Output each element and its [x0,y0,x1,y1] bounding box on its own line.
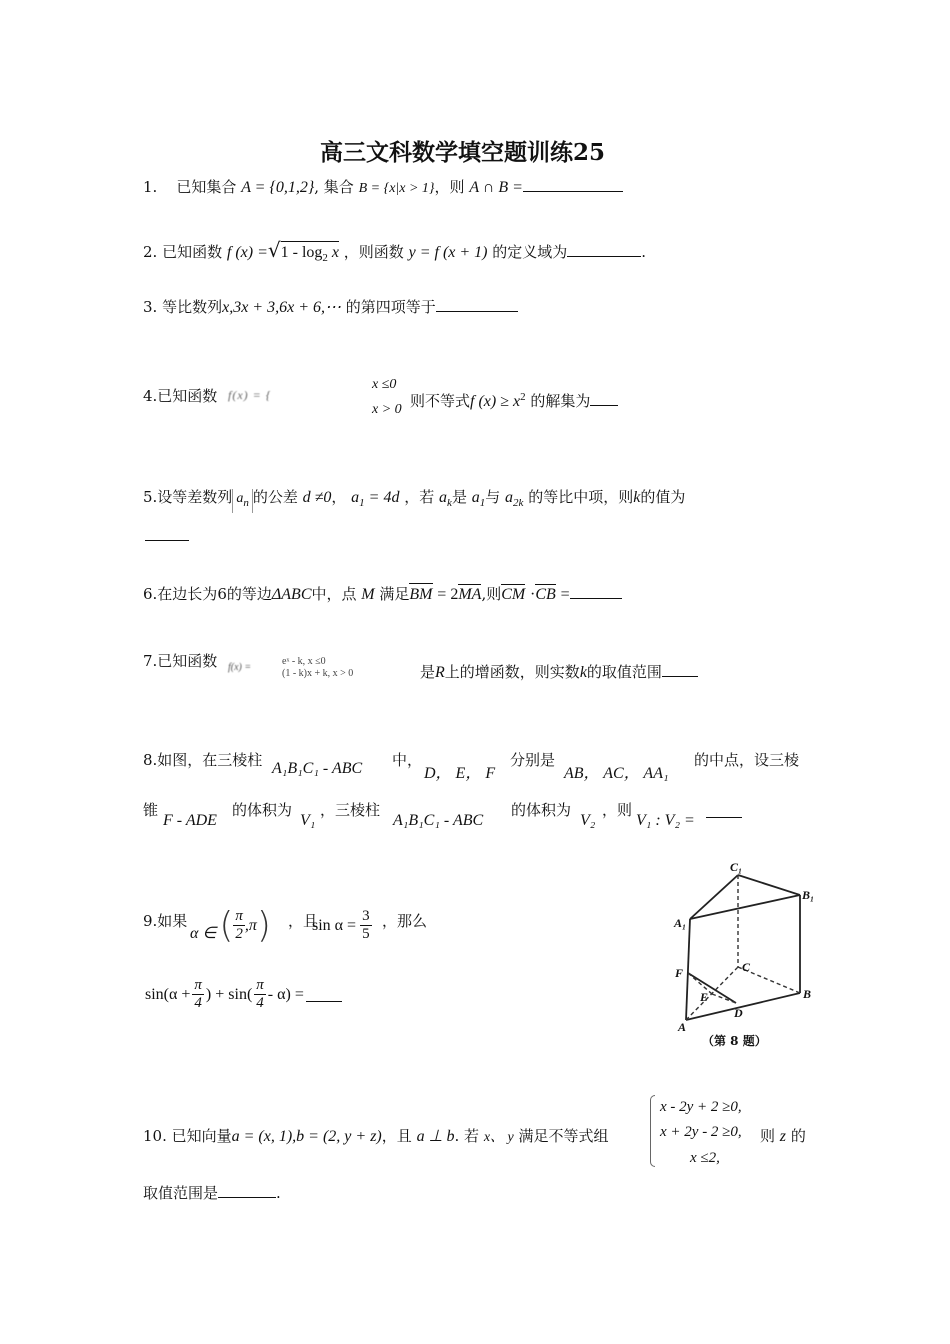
question-5: 5.设等差数列 $a_n$ 的公差 d ≠0， $a_1 = 4d$ ，若 $a_k$是 $a_1$与 $a_{2k}$ 的等比中项，则k的值为 [143,478,685,513]
q9-four-a: 4 [194,995,202,1011]
label-d: D [734,1006,743,1020]
label-b: B [803,987,812,1001]
q1-answer-blank [523,177,623,192]
q6-text-5: ,则 [481,585,502,603]
q4-rest [410,386,618,412]
q1-text-2: , 集合 [314,178,354,196]
q8-segments: AB， AC， AA₁ [564,765,669,782]
q9-expression [145,977,342,1012]
question-6 [143,577,622,605]
q8-answer-blank [706,817,742,818]
q2-function: f (x) = [226,244,268,261]
q2-root-body: 1 - log [280,244,323,261]
q2-text-1: 2. 已知函数 [143,243,223,261]
q4-case-2: x > 0 [372,402,402,417]
prism-figure [660,855,820,1055]
q10-text-2: ，且 [381,1127,412,1145]
q1-set-b: B = {x|x > 1} [358,181,435,196]
q5-answer-blank [145,540,189,541]
q5-text-2: 的公差 [252,488,298,506]
q8-v1: V₁ [300,812,316,829]
q7-case-2: (1 - k)x + k, x > 0 [282,668,354,679]
q8-text-4: 的中点，设三棱 [694,751,800,769]
q10-text-3: . 若 [454,1127,480,1145]
q5-n: n [243,496,249,509]
sqrt-icon: √ [267,238,281,262]
q7-rest [420,651,698,683]
q9-sin-value [312,908,372,943]
q3-sequence: x,3x + 3,6x + 6,⋯ [222,299,341,316]
q8-text-6: 的体积为 [232,801,293,819]
q5-a1b: a [471,489,480,506]
q3-text-1: 3. 等比数列 [143,298,223,316]
q4-answer-blank [590,391,618,406]
q6-triangle: ΔABC [271,586,312,603]
q7-text-1: 7.已知函数 [143,652,218,670]
question-7 [143,651,217,671]
q6-m: M [361,586,375,603]
q9-text-3: ，那么 [382,912,428,930]
edge-a1-b1 [690,895,800,919]
q8-prism: A₁B₁C₁ - ABC [272,760,363,777]
q5-a1-eq: = 4d [368,489,400,506]
q8-ratio: V₁ : V₂ = [636,812,695,829]
q9-pi-b: π [256,977,264,993]
edge-a1-a [686,919,690,1020]
q5-text-1: 5.设等差数列 [143,488,233,506]
q2-answer-blank [567,242,641,257]
q5-a: a [236,491,244,506]
q4-case-1: x ≤0 [372,377,397,392]
q10-perp: a ⊥ b [416,1128,455,1145]
q9-answer-blank [306,987,342,1002]
q1-number: 1. [143,178,158,196]
q1-text-1: 已知集合 [176,178,237,196]
q5-ak: a [439,489,448,506]
q3-text-2: 的第四项等于 [345,298,436,316]
q5-text-7: 的值为 [640,488,686,506]
q10-line-2: x + 2y - 2 ≥0, [660,1124,742,1140]
q1-set-a: A = {0,1,2} [241,179,315,196]
q10-brace [650,1095,655,1167]
q9-sin: sin α = [312,916,357,934]
q6-vector-cm: CM [501,586,526,603]
q7-text-4: 的取值范围 [586,663,662,681]
q4-inequality: f (x) ≥ x [470,393,521,410]
label-c1: C₁ [730,860,743,874]
q10-text-6: 的 [790,1127,806,1145]
q5-text-3: ，若 [404,488,435,506]
q6-six: 6 [217,585,227,603]
q6-vector-ma: MA [458,586,482,603]
q10-text-7: 取值范围是 [143,1184,219,1202]
q4-text-2: 则不等式 [410,392,471,410]
q4-blurred-function: f(x) = { [228,388,272,402]
q4-square: 2 [520,391,526,403]
q6-text-4: 满足 [379,585,410,603]
question-8-line-1 [143,750,262,770]
q8-text-3: 分别是 [510,751,556,769]
q7-answer-blank [662,662,698,677]
q9-alpha-in: α ∈ [190,924,217,942]
q10-vectors: a = (x, 1),b = (2, y + z) [231,1128,382,1145]
q3-answer-blank [436,297,518,312]
q4-text-3: 的解集为 [530,392,591,410]
label-b1: B₁ [802,888,815,902]
q10-z: z [779,1128,787,1145]
q9-expr-3: - α) = [267,985,304,1003]
q7-case-1: eˣ - k, x ≤0 [282,656,326,667]
q6-vector-bm: BM [409,583,432,605]
q6-eq: = 2 [437,586,459,603]
q7-blurred-function: f(x) = [228,662,252,673]
q9-expr-2: ) + sin( [205,985,253,1003]
q10-text-1: 10. 已知向量 [143,1127,232,1145]
q10-line-3: x ≤2, [690,1150,720,1166]
q8-text-9: ，则 [602,801,633,819]
q7-r: R [435,664,445,681]
label-e: E [700,990,709,1004]
q5-a1: a [351,489,360,506]
q8-text-8: 的体积为 [511,801,572,819]
q5-ak-sub: k [447,497,452,510]
q9-four-b: 4 [256,995,264,1011]
q9-text-1: 9.如果 [143,912,188,930]
q8-text-1: 8.如图，在三棱柱 [143,751,263,769]
q5-k: k [633,489,641,506]
q7-k: k [579,664,587,681]
q6-text-1: 6.在边长为 [143,585,218,603]
q5-text-6: 的等比中项，则 [528,488,634,506]
q10-line-final [143,1183,281,1203]
label-f: F [675,966,684,980]
edge-c1-b1 [738,875,800,895]
q8-text-2: 中， [392,751,423,769]
edge-a1-c1 [690,875,738,919]
q9-two-den: 2 [235,926,243,942]
q7-text-2: 是 [420,663,436,681]
q6-text-3: 中，点 [311,585,357,603]
question-3 [143,297,518,318]
q2-text-2: ，则函数 [343,243,404,261]
q9-three: 3 [362,908,370,924]
q2-y-expression: y = f (x + 1) [408,244,488,261]
q9-pi-end: ,π [244,916,257,934]
q7-text-3: 上的增函数，则实数 [444,663,580,681]
q10-text-5: 则 [760,1127,776,1145]
q5-a2k: a [505,489,514,506]
edge-f-d [688,973,736,1003]
q6-dot: · [530,586,536,603]
q8-prism-2: A₁B₁C₁ - ABC [393,812,484,829]
label-c: C [742,960,751,974]
page-title: 高三文科数学填空题训练25 [320,139,606,166]
q8-pyramid: F - ADE [163,812,217,829]
q9-five: 5 [362,926,370,942]
q1-expression: A ∩ B = [469,179,523,196]
q4-text-1: 4.已知函数 [143,387,218,405]
q5-d: d ≠0 [302,489,332,506]
q8-v2: V₂ [580,812,596,829]
q8-text-5: 锥 [143,801,159,819]
q5-text-5: 与 [485,488,501,506]
q9-text-2: ，且 [288,912,319,930]
q7-cases [282,656,353,680]
q8-text-7: ，三棱柱 [320,801,381,819]
question-4 [143,386,217,406]
question-1 [143,177,623,199]
q9-pi-a: π [194,977,202,993]
q9-interval: α ∈ ( $\frac{\pi}{2}$ ,π ) [190,905,271,946]
q8-points: D， E， F [424,765,496,782]
q2-text-3: 的定义域为 [492,243,568,261]
q10-end: . [276,1184,281,1202]
q5-a1b-sub: 1 [479,497,486,510]
q10-text-4: 满足不等式组 [518,1127,609,1145]
q5-a1-sub: 1 [359,497,365,510]
q10-tail [760,1126,806,1147]
q10-xy: x、 y [483,1130,514,1145]
q6-vector-cb: CB [535,586,556,603]
label-a1: A₁ [674,916,687,930]
question-10 [143,1126,609,1148]
q2-end: . [641,243,647,261]
q6-text-2: 的等边 [226,585,272,603]
q2-root-x: x [331,244,340,261]
figure-caption: （第 8 题） [702,1034,767,1048]
q9-expr-1: sin(α + [145,985,191,1003]
q9-pi-num: π [235,908,243,924]
q5-a2k-sub: 2k [513,497,524,510]
q10-answer-blank [218,1183,276,1198]
q1-text-3: ，则 [434,178,465,196]
q2-log-base: 2 [322,252,328,265]
q6-answer-blank [570,584,622,599]
q10-line-1: x - 2y + 2 ≥0, [660,1099,742,1115]
q6-eq2: = [560,586,570,603]
question-2 [143,231,646,268]
q5-text-4: 是 [451,488,467,506]
label-a: A [678,1020,687,1034]
